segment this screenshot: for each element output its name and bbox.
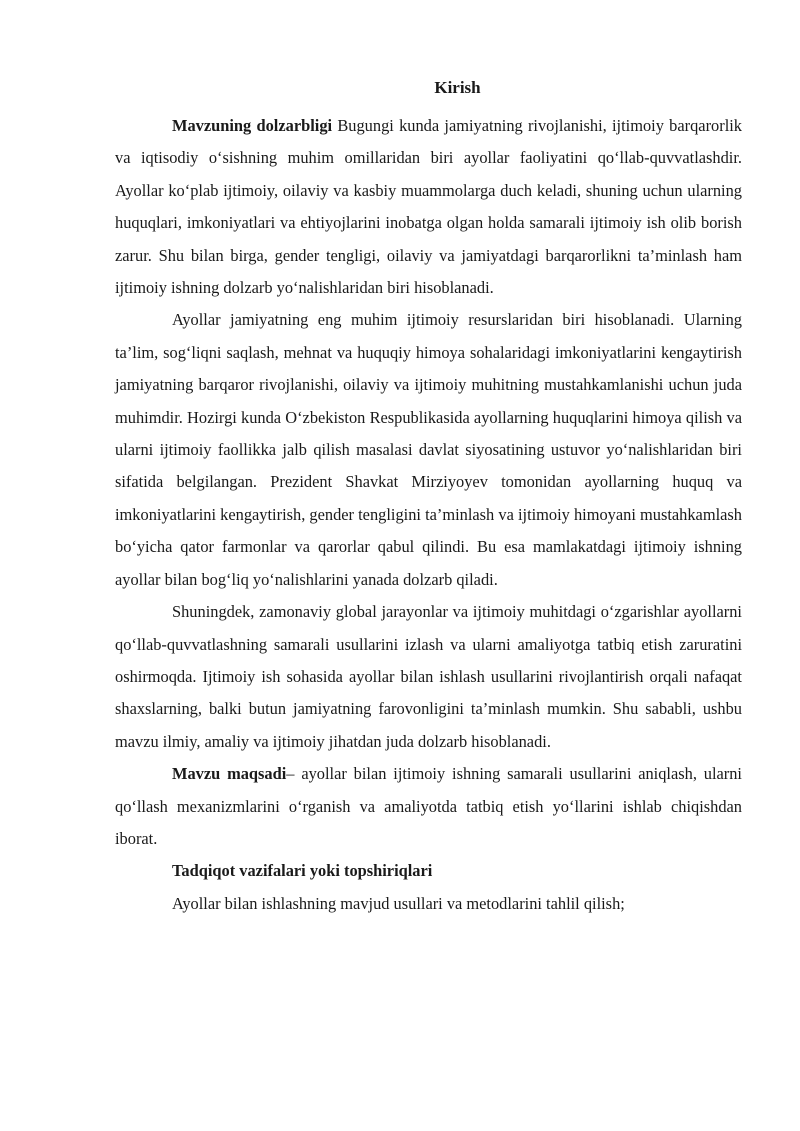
paragraph-text: Ayollar jamiyatning eng muhim ijtimoiy resurslaridan biri hisoblanadi. Ularning ta’lim, sog‘liqni saqlash, mehnat va huquqiy himoya sohalaridagi imkoniyatlarini kengaytirish jamiyatning barqaror rivojlanishi, oilaviy va ijtimoiy muhitning mustahkamlanishi uchun juda muhimdir. Hozirgi kunda O‘zbekiston Respublikasida ayollarning huquqlarini himoya qilish va ularni ijtimoiy faollikka jalb qilish masalasi davlat siyosatining ustuvor yo‘nalishlaridan biri sifatida belgilangan. Prezident Shavkat Mirziyoyev tomonidan ayollarning huquq va imkoniyatlarini kengaytirish, gender tengligini ta’minlash va ijtimoiy himoyani mustahkamlash bo‘yicha qator farmonlar va qarorlar qabul qilindi. Bu esa mamlakatdagi ijtimoiy ishning ayollar bilan bog‘liq yo‘nalishlarini yanada dolzarb qiladi. <box>115 310 742 589</box>
paragraph-women-resources <box>115 304 742 596</box>
task-item: Ayollar bilan ishlashning mavjud usullari va metodlarini tahlil qilish; <box>172 893 625 913</box>
paragraph-lead: Mavzuning dolzarbligi <box>172 116 333 135</box>
paragraph-relevance <box>115 110 742 304</box>
paragraph-lead: Mavzu maqsadi <box>172 764 287 784</box>
paragraph-text: Shuningdek, zamonaviy global jarayonlar va ijtimoiy muhitdagi o‘zgarishlar ayollarni qo‘llab-quvvatlashning samarali usullarini izlash va ularni amaliyotga tatbiq etish zaruratini oshirmoqda. Ijtimoiy ish sohasida ayollar bilan ishlash usullarini rivojlantirish orqali nafaqat shaxslarning, balki butun jamiyatning farovonligini ta’minlash mumkin. Shu sababli, ushbu mavzu ilmiy, amaliy va ijtimoiy jihatdan juda dolzarb hisoblanadi. <box>115 602 742 751</box>
page-title: Kirish <box>434 78 481 97</box>
paragraph-global-processes <box>115 596 742 758</box>
tasks-heading: Tadqiqot vazifalari yoki topshiriqlari <box>172 861 433 881</box>
paragraph-text: Bugungi kunda jamiyatning rivojlanishi, ijtimoiy barqarorlik va iqtisodiy o‘sishning muhim omillaridan biri ayollar faoliyatini qo‘llab-quvvatlashdir. Ayollar ko‘plab ijtimoiy, oilaviy va kasbiy muammolarga duch keladi, shuning uchun ularning huquqlari, imkoniyatlari va ehtiyojlarini inobatga olgan holda samarali ijtimoiy ish olib borish zarur. Shu bilan birga, gender tengligi, oilaviy va jamiyatdagi barqarorlikni ta’minlash ham ijtimoiy ishning dolzarb yo‘nalishlaridan biri hisoblanadi. <box>115 116 742 298</box>
document-page <box>115 76 742 920</box>
paragraph-text: – ayollar bilan ijtimoiy ishning samarali usullarini aniqlash, ularni qo‘llash mexanizmlarini o‘rganish va amaliyotda tatbiq etish yo‘llarini ishlab chiqishdan iborat. <box>115 764 742 848</box>
paragraph-goal <box>115 758 742 855</box>
